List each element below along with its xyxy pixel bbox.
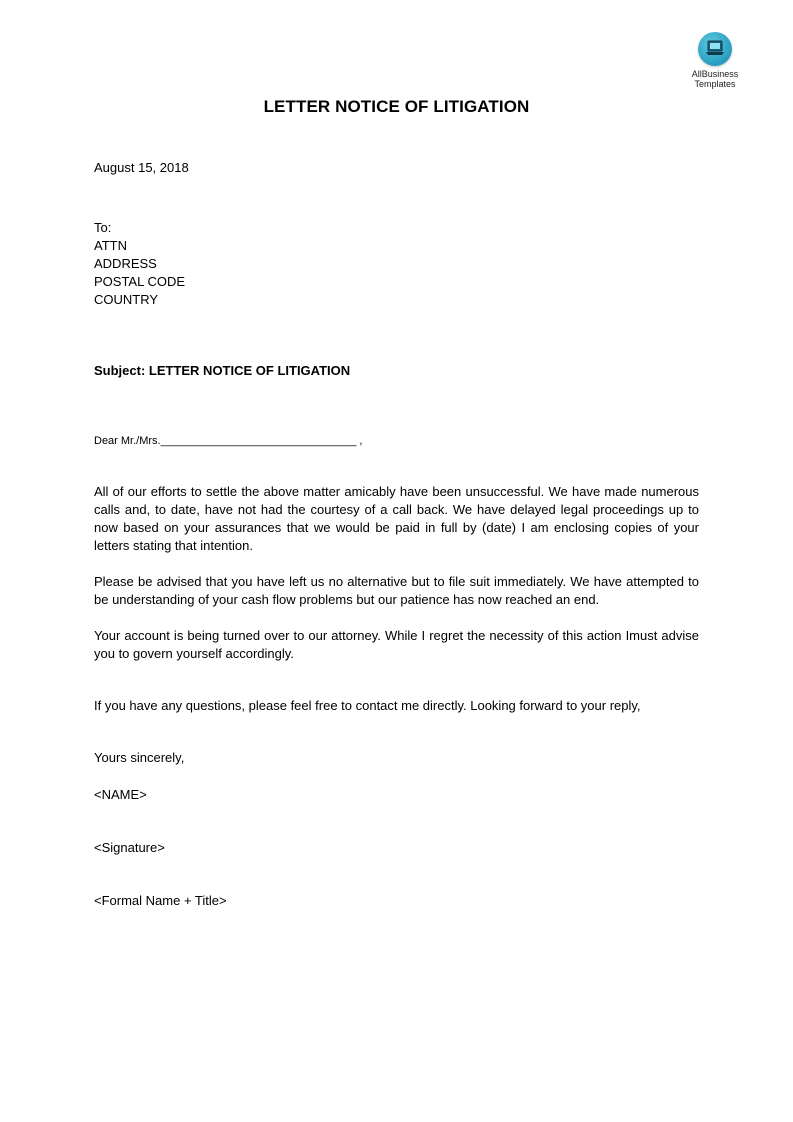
recipient-address: ADDRESS bbox=[94, 256, 157, 271]
logo-text-line2: Templates bbox=[694, 79, 736, 89]
formal-name-title: <Formal Name + Title> bbox=[94, 893, 227, 908]
recipient-country: COUNTRY bbox=[94, 292, 159, 307]
body-paragraph: All of our efforts to settle the above matter amicably have been unsuccessful. We have made numerous calls and, to date, have not had the courtesy of a call back. We have delayed legal proceedings up to now based on your assurances that we would be paid in full by (date) I am enclosing copies of your letters stating that intention. bbox=[94, 484, 699, 553]
laptop-icon bbox=[698, 32, 732, 66]
recipient-attn: ATTN bbox=[94, 238, 127, 253]
letter-date: August 15, 2018 bbox=[94, 160, 189, 175]
body-paragraph: If you have any questions, please feel free to contact me directly. Looking forward to your reply, bbox=[94, 698, 641, 713]
salutation: Dear Mr./Mrs.________________________________ , bbox=[94, 435, 363, 447]
brand-logo bbox=[678, 32, 752, 89]
body-paragraph: Please be advised that you have left us no alternative but to file suit immediately. We have attempted to be understanding of your cash flow problems but our patience has now reached an end. bbox=[94, 574, 699, 607]
body-paragraph: Your account is being turned over to our attorney. While I regret the necessity of this action Imust advise you to govern yourself accordingly. bbox=[94, 628, 699, 661]
signature-placeholder: <Signature> bbox=[94, 840, 165, 855]
sender-name: <NAME> bbox=[94, 787, 147, 802]
recipient-postal-code: POSTAL CODE bbox=[94, 274, 186, 289]
closing: Yours sincerely, bbox=[94, 750, 185, 765]
subject-line: Subject: LETTER NOTICE OF LITIGATION bbox=[94, 363, 351, 378]
page-title: LETTER NOTICE OF LITIGATION bbox=[263, 97, 530, 116]
logo-text-line1: AllBusiness bbox=[691, 69, 739, 79]
recipient-to: To: bbox=[94, 220, 112, 235]
